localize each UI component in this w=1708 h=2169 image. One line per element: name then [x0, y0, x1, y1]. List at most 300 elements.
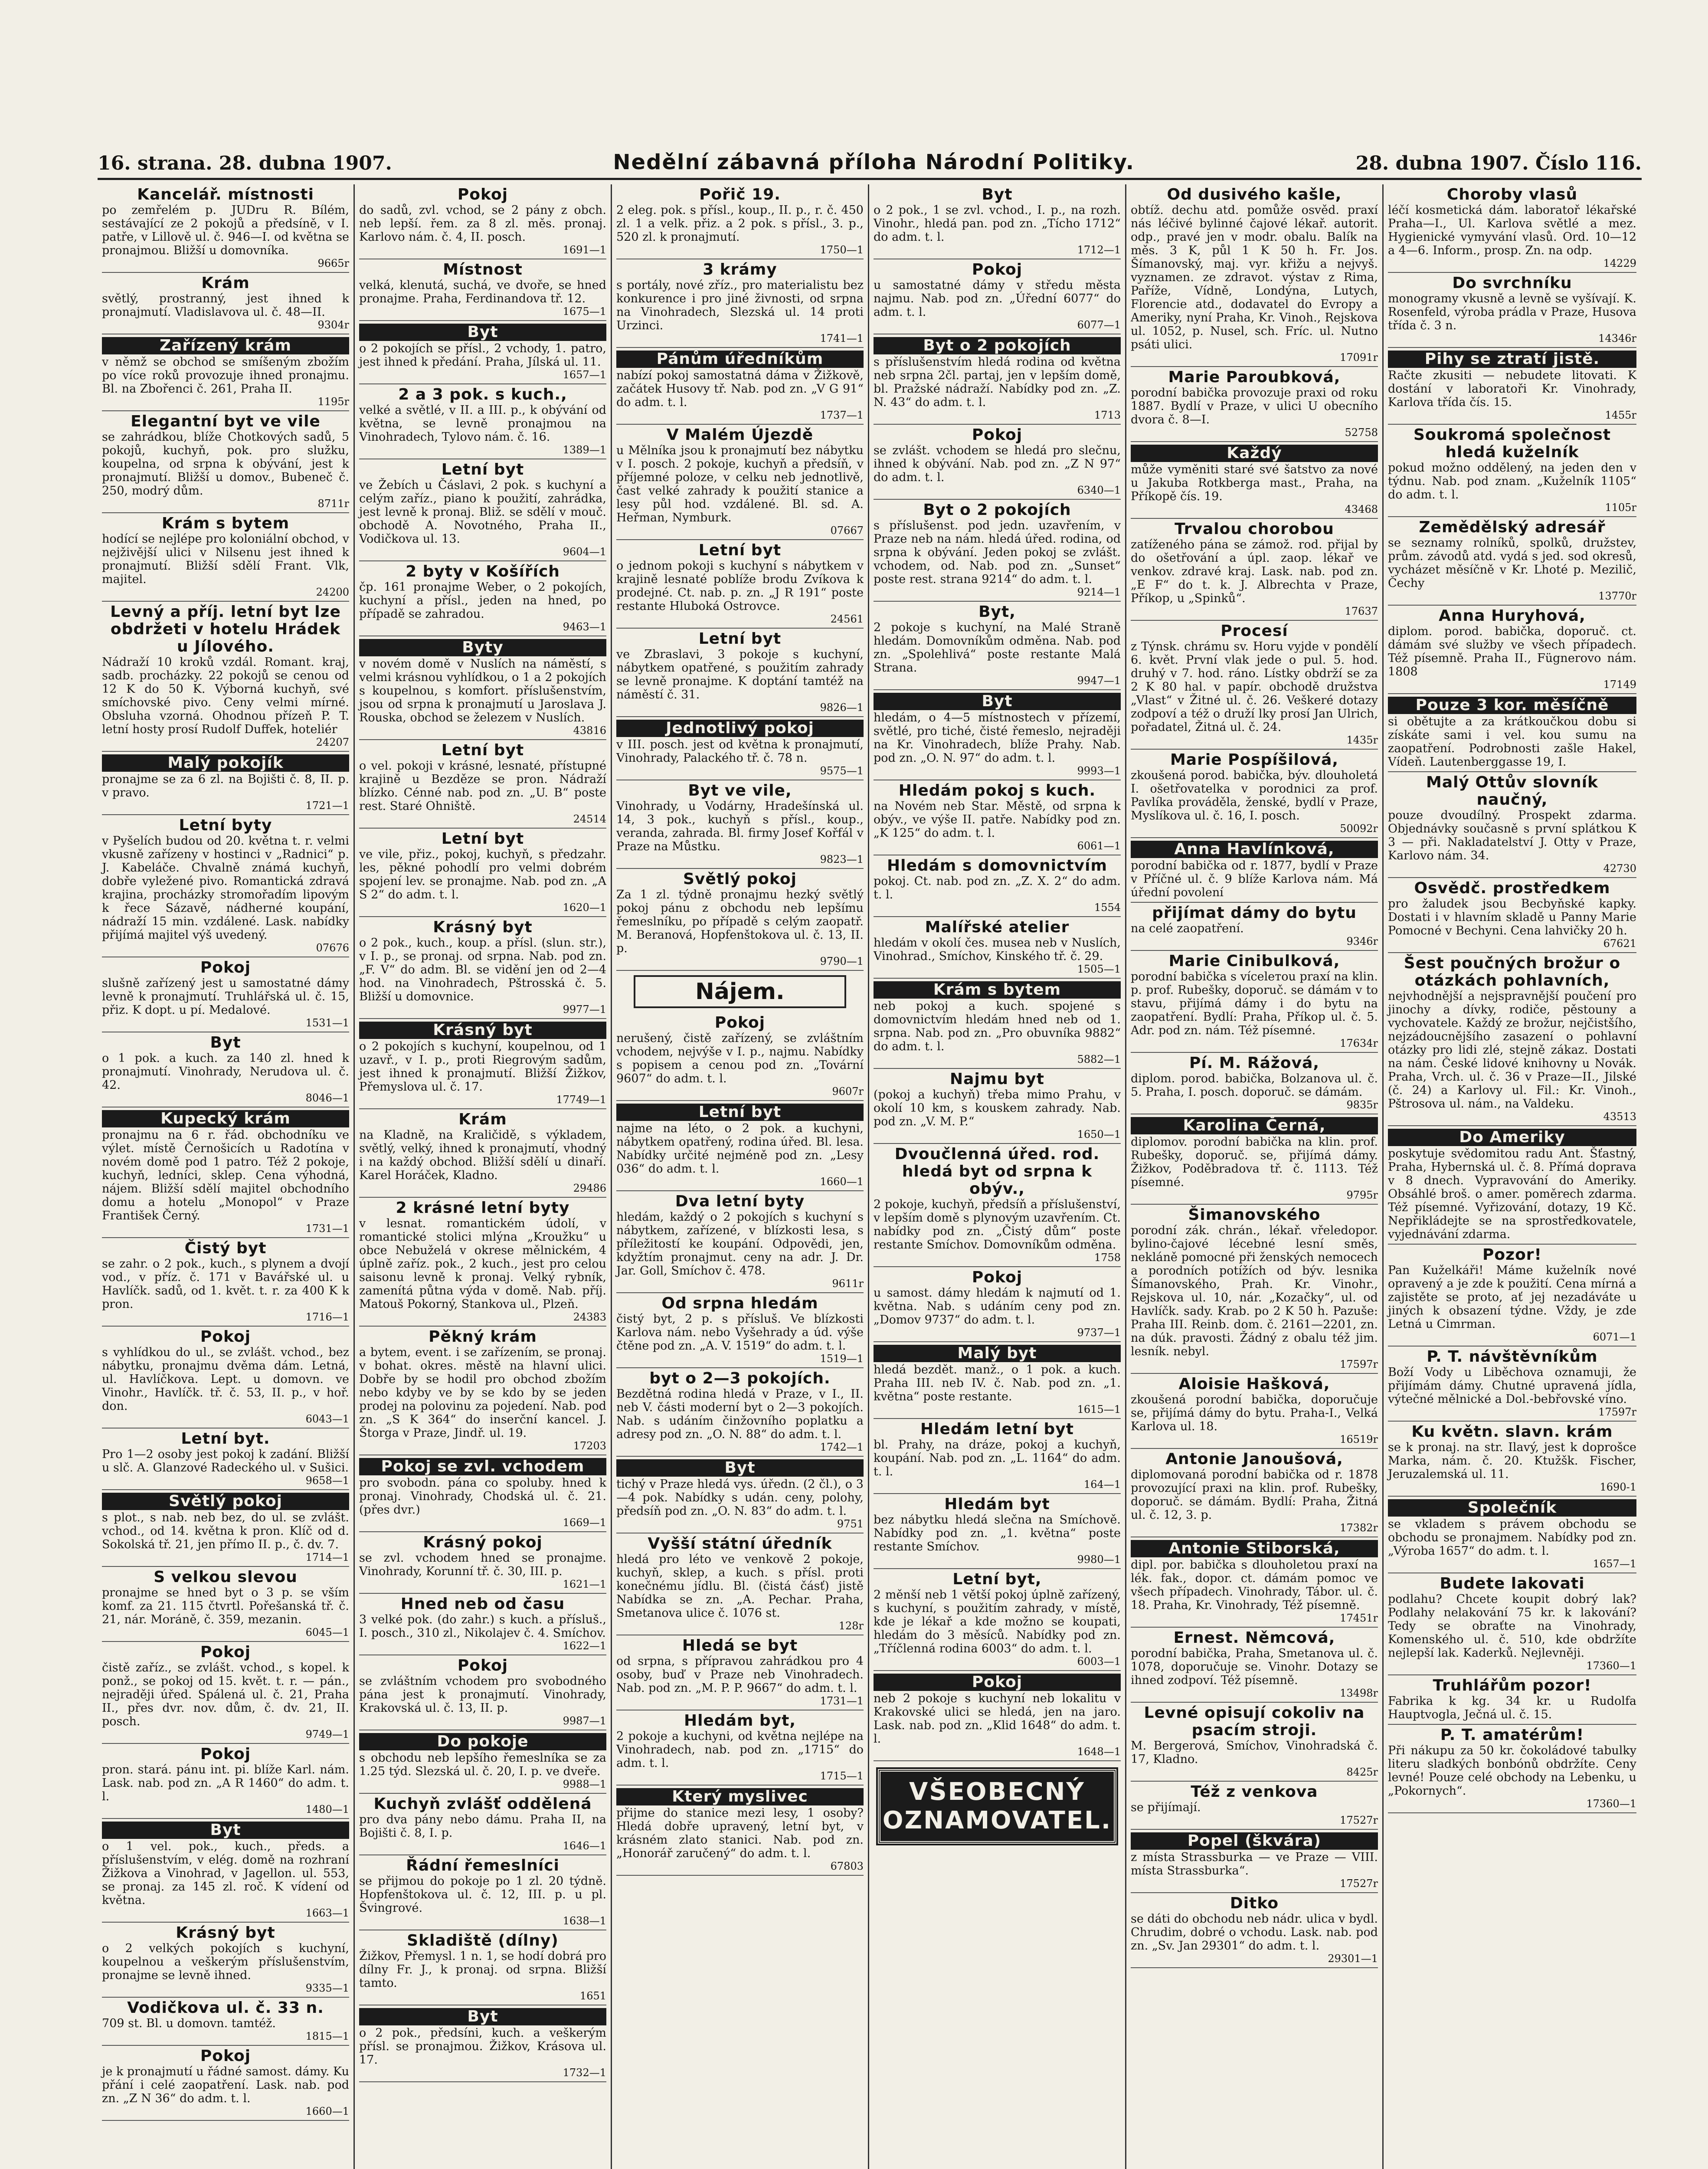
classified-ad — [1131, 750, 1378, 838]
classified-ad — [1131, 519, 1378, 621]
ad-reference-number: 1660—1 — [820, 1176, 864, 1188]
classified-ad — [1131, 1830, 1378, 1893]
classified-ad — [102, 1923, 349, 1998]
ad-reference-number: 9835r — [1346, 1099, 1378, 1111]
ad-title: Elegantní byt ve vile — [131, 413, 321, 430]
classified-ad — [874, 602, 1121, 690]
ad-reference-number: 9751 — [837, 1518, 864, 1530]
ad-reference-number: 17597r — [1598, 1406, 1636, 1418]
ad-title: Pokoj — [874, 1674, 1121, 1691]
ad-text: u Mělníka jsou k pronajmutí bez nábytku v I. posch. 2 pokoje, kuchyň a předsíň, v příjemné poloze, v celku neb jednotlivě, čast velké zahrady k použití stanice a lesy půl hod. vzdálené. Bl. sd. A. Heřman, Nymburk. — [616, 444, 864, 524]
ad-text: se dáti do obchodu neb nádr. ulica v bydl. Chrudim, dobré o vchodu. Lask. nab. pod zn. „Sv. Jan 29301“ do adm. t. l. — [1131, 1912, 1378, 1953]
ad-title: Pokoj — [200, 1328, 251, 1346]
ad-title: Čistý byt — [184, 1239, 267, 1257]
ad-title: Antonie Stiborská, — [1131, 1540, 1378, 1557]
header-right: 28. dubna 1907. Číslo 116. — [1355, 152, 1642, 174]
ad-reference-number: 1714—1 — [305, 1551, 349, 1563]
ad-reference-number: 9795r — [1346, 1189, 1378, 1201]
ad-title: Dva letní byty — [675, 1193, 805, 1210]
ad-text: se přijímají. — [1131, 1801, 1201, 1814]
ad-text: s vyhlídkou do ul., se zvlášt. vchod., bez nábytku, pronajmu dvěma dám. Letná, ul. Havlíčkova. Lept. u domovn. ve Vinohr., Havlíčk. tř. č. 53, II. p., v hoř. don. — [102, 1346, 349, 1413]
ad-title: Pokoj — [972, 261, 1023, 278]
ad-title: Marie Paroubková, — [1168, 368, 1341, 386]
ad-title: Kancelář. místnosti — [137, 186, 314, 203]
ad-title: Malý pokojík — [102, 754, 349, 772]
ad-text: Pro 1—2 osoby jest pokoj k zadání. Bližší u slč. A. Glanzové Radeckého ul. v Sušici. — [102, 1448, 349, 1474]
ad-text: přijme do stanice mezi lesy, 1 osoby? Hledá dobře upravený, letní byt, v krásném zlato stanici. Nab. pod zn. „Honorář zaručený“ do adm. t. l. — [616, 1806, 864, 1860]
ad-reference-number: 9575—1 — [820, 765, 864, 777]
ad-reference-number: 1651 — [579, 1990, 606, 2002]
ad-title: Pí. M. Rážová, — [1189, 1054, 1320, 1072]
ad-text: zatíženého pána se zámož. rod. přijal by do ošetřování a úpl. zaop. lékař ve venkov. zdravé kraj. Lask. nab. pod zn. „E F“ do t. k. J. Albrechta v Praze, Příkop, u „Spinků“. — [1131, 538, 1378, 605]
classified-ad — [616, 1635, 864, 1710]
ad-text: Vinohrady, u Vodárny, Hradešínská ul. 14, 3 pok., kuchyň s přísl., koup., veranda, zahrada. Bl. firmy Josef Kořfál v Praze na Můstku. — [616, 799, 864, 853]
ad-title: Anna Havlínková, — [1131, 841, 1378, 858]
ad-title: Letní byt — [616, 1104, 864, 1121]
ad-text: diplomov. porodní babička na klin. prof. Rubešky, doporuč. se, přijímá dámy. Žižkov, Poděbradova tř. č. 1113. Též písemné. — [1131, 1135, 1378, 1189]
ad-title: Kupecký krám — [102, 1110, 349, 1127]
classified-ad — [1388, 1573, 1636, 1675]
ad-title: Pokoj se zvl. vchodem — [359, 1458, 606, 1475]
ad-text: s příslušenst. pod jedn. uzavřením, v Praze neb na nám. hledá úřed. rodina, od srpna k obývání. Jeden pokoj se zvlášt. vchodem, od. Nab. pod zn. „Sunset“ poste rest. strana 9214“ do adm. t. l. — [874, 519, 1121, 586]
classified-ad — [1131, 1893, 1378, 1968]
ad-title: Budete lakovati — [1440, 1575, 1585, 1592]
ad-reference-number: 1657—1 — [1593, 1558, 1636, 1570]
ad-title: Od srpna hledám — [661, 1294, 818, 1312]
classified-ad — [359, 1532, 606, 1594]
ad-reference-number: 1715—1 — [820, 1770, 864, 1782]
ad-reference-number: 13770r — [1598, 590, 1636, 602]
ad-reference-number: 5882—1 — [1077, 1053, 1121, 1065]
ad-title: Ernest. Němcová, — [1173, 1629, 1335, 1647]
ad-title: Byty — [359, 639, 606, 656]
ad-reference-number: 9611r — [832, 1278, 864, 1290]
classified-ad — [359, 2005, 606, 2082]
ad-text: pokoj. Ct. nab. pod zn. „Z. X. 2“ do adm. t. l. — [874, 875, 1121, 901]
ad-title: Letní byt — [441, 461, 524, 478]
ad-title: Byt o 2 pokojích — [874, 337, 1121, 354]
classified-ad — [616, 1368, 864, 1457]
ad-title: Byt ve vile, — [688, 782, 792, 799]
classified-ad — [1388, 348, 1636, 425]
classified-ad — [102, 1998, 349, 2046]
ad-title: Hledám s domovnictvím — [887, 857, 1107, 875]
ad-title: 2 byty v Košířích — [406, 563, 560, 580]
ad-text: porodní babička od r. 1877, bydlí v Praze v Příčné ul. č. 9 blíže Karlova nám. Má úřední povolení — [1131, 859, 1378, 899]
ad-reference-number: 9665r — [317, 257, 349, 269]
ad-text: Pan Kuželkáři! Máme kuželník nové opravený a je zde k použití. Cena mírná a zajistěte se proto, ať jej nezadáváte u jiných k obsazení týdne. Vždy, je zde Letná u Cimrman. — [1388, 1264, 1636, 1331]
ad-text: 3 velké pok. (do zahr.) s kuch. a přísluš., I. posch., 310 zl., Nikolajev č. 4. Smíchov. — [359, 1613, 606, 1640]
ad-reference-number: 24200 — [316, 586, 349, 598]
ad-reference-number: 9987—1 — [563, 1715, 606, 1727]
ad-text: monogramy vkusně a levně se vyšívají. K. Rosenfeld, výroba prádla v Praze, Husova třída č. 3 n. — [1388, 292, 1636, 332]
ad-title: Krám — [201, 274, 250, 292]
classified-ad — [359, 1109, 606, 1198]
classified-ad — [102, 1107, 349, 1238]
classified-ad — [359, 1730, 606, 1794]
classified-ad — [359, 1930, 606, 2005]
ad-text: může vyměniti staré své šatstvo za nové u Jakuba Rotkberga mast., Praha, na Příkopě čís. 19. — [1131, 463, 1378, 503]
ad-reference-number: 1713 — [1094, 409, 1121, 421]
ad-text: se vkladem s právem obchodu se obchodu se pronajmem. Nabídky pod zn. „Výroba 1657“ do adm. t. l. — [1388, 1517, 1636, 1558]
classified-ad — [359, 259, 606, 321]
ad-text: porodní babička s vícelетou praxí na klin. p. prof. Rubešky, doporuč. se dámám v to stavu, přijímá dámy i do bytu na zaopatření. Bydlí: Praha, Příkop ul. č. 5. Adr. pod zn. nám. Též písemné. — [1131, 970, 1378, 1037]
classified-ad — [1131, 621, 1378, 750]
ad-reference-number: 8711r — [317, 498, 349, 510]
ad-text: pronajme se za 6 zl. na Bojišti č. 8, II. p. v pravo. — [102, 773, 349, 799]
ad-text: 2 měnší neb 1 větší pokoj úplně zařízený, s kuchyní, s použitím zahrady, v místě, kde je lékař a kde možno se koupati, hledám do 3 měsíců. Nabídky pod zn. „Tříčlenná rodina 6003“ do adm. t. l. — [874, 1588, 1121, 1655]
ad-text: na Novém neb Star. Městě, od srpna k obýv., ve výše II. patře. Nabídky pod zn. „K 125“ do adm. t. l. — [874, 799, 1121, 840]
ad-title: Ku květn. slavn. krám — [1411, 1423, 1613, 1441]
classified-ad — [102, 2046, 349, 2121]
ad-title: Krásný byt — [433, 918, 533, 936]
ad-title: Byt — [359, 324, 606, 341]
ad-text: slušně zařízený jest u samostatné dámy levně k pronajmutí. Truhlářská ul. č. 15, přiz. K dopt. u pí. Medalové. — [102, 976, 349, 1017]
ad-text: čistý byt, 2 p. s přísluš. Ve blízkosti Karlova nám. nebo Vyšehrady a úd. výše čtěne pod zn. „A. V. 1519“ do adm. t. l. — [616, 1312, 864, 1353]
ad-text: si obětujte a za krátkoučkou dobu si získáte sami i vel. kou sumu na zaopatření. Podrobnosti zašle Hakel, Vídeň. Lautenberggasse 19, I. — [1388, 715, 1636, 769]
ad-text: diplomovaná porodní babička od r. 1878 provozující praxi na klin. prof. Rubešky, doporuč. se dámám. Bydlí: Praha, Žitná ul. č. 12, 3. p. — [1131, 1468, 1378, 1522]
ad-reference-number: 43513 — [1603, 1111, 1636, 1123]
ad-title: byt o 2—3 pokojích. — [649, 1370, 831, 1387]
ad-reference-number: 1620—1 — [563, 901, 606, 914]
ad-reference-number: 9335—1 — [305, 1982, 349, 1994]
classified-ad — [102, 411, 349, 513]
ad-text: o 1 pok. a kuch. za 140 zl. hned k pronajmutí. Vinohrady, Nerudova ul. č. 42. — [102, 1052, 349, 1092]
classified-ad — [102, 1819, 349, 1923]
ad-reference-number: 9947—1 — [1077, 675, 1121, 687]
classified-ad — [874, 1671, 1121, 1761]
classified-ad — [1131, 367, 1378, 442]
classified-ad — [359, 829, 606, 917]
classified-ad — [1131, 1782, 1378, 1830]
ad-text: bl. Prahy, na dráze, pokoj a kuchyň, koupání. Nab. pod zn. „L. 1164“ do adm. t. l. — [874, 1438, 1121, 1478]
ad-title: Krásný byt — [359, 1022, 606, 1039]
classified-ad — [874, 425, 1121, 500]
ad-text: pronajmu na 6 r. řád. obchodníku ve výlet. místě Černošicích u Radotína v novém domě pod 1 patro. Též 2 pokoje, kuchyň, ledníci, sklep. Cena výhodná, nájem. Bližší sdělí majitel obchodního domu a hotelu „Monopol“ v Praze František Černý. — [102, 1128, 349, 1222]
classified-ad — [1388, 1497, 1636, 1573]
classified-ad — [1388, 772, 1636, 878]
ad-reference-number: 1731—1 — [820, 1695, 864, 1707]
ad-title: Marie Cinibulková, — [1168, 952, 1340, 970]
classified-ad — [359, 384, 606, 459]
ad-text: tichý v Praze hledá vys. úředn. (2 čl.), o 3—4 pok. Nabídky s udán. ceny, polohy, předsíň pod zn. „O. N. 83“ do adm. t. l. — [616, 1478, 864, 1518]
ad-reference-number: 17637 — [1345, 605, 1378, 617]
ad-title: Vodičkova ul. č. 33 n. — [127, 1999, 324, 2017]
classified-ad — [1388, 953, 1636, 1126]
ad-reference-number: 1519—1 — [820, 1353, 864, 1365]
ad-reference-number: 1615—1 — [1077, 1403, 1121, 1415]
ad-reference-number: 1721—1 — [305, 799, 349, 812]
ad-text: o 2 pok., 1 se zvl. vchod., I. p., na rozh. Vinohr., hledá pan. pod zn. „Tícho 1712“ do adm. t. l. — [874, 203, 1121, 244]
classified-ad — [874, 1267, 1121, 1342]
classified-ad — [874, 855, 1121, 917]
classified-ad — [616, 425, 864, 540]
ad-reference-number: 42730 — [1603, 862, 1636, 875]
ad-text: pouze dvoudílný. Prospekt zdarma. Objednávky současně s první splátkou K 3 — při. Nakladatelství J. Otty v Praze, Karlovo nám. 34. — [1388, 809, 1636, 862]
ad-title: Letní byt — [698, 630, 782, 648]
ad-reference-number: 1195r — [317, 396, 349, 408]
ad-text: v Pyšelích budou od 20. května t. r. velmi vkusně zařízeny v hostinci v „Radnici“ p. J. Kabeláče. Chvalně známá kuchyň, dobře vyležené pivo. Romantická zdravá krajina, procházky stromořadím lipovým k řece Sázavě, nádherné koupání, nádraží 15 min. vzdálené. Lask. nabídky přijímá majitel výš uvedený. — [102, 834, 349, 942]
banner-line-2: OZNAMOVATEL. — [882, 1806, 1112, 1835]
ad-text: se přijmou do pokoje po 1 zl. 20 týdně. Hopfenštokova ul. č. 12, III. p. u pl. Švingrové. — [359, 1874, 606, 1915]
ad-reference-number: 6045—1 — [305, 1626, 349, 1638]
ad-reference-number: 1435r — [1346, 734, 1378, 746]
ad-title: Byt o 2 pokojích — [923, 501, 1071, 519]
classified-ad — [1131, 838, 1378, 903]
ad-title: Místnost — [443, 261, 523, 278]
ad-title: Pokoj — [457, 186, 508, 203]
ad-columns — [98, 184, 1642, 2169]
ad-text: z místa Strassburka — ve Praze — VIII. místa Strassburka“. — [1131, 1851, 1378, 1877]
ad-text: pron. stará. pánu int. pi. blíže Karl. nám. Lask. nab. pod zn. „A R 1460“ do adm. t. l. — [102, 1763, 349, 1803]
ad-reference-number: 1691—1 — [563, 244, 606, 256]
ad-title: Pánům úředníkům — [616, 351, 864, 368]
ad-reference-number: 164—1 — [1083, 1478, 1121, 1491]
classified-ad — [1388, 1126, 1636, 1245]
classified-ad — [359, 740, 606, 829]
ad-reference-number: 52758 — [1345, 426, 1378, 439]
ad-title: Krám s bytem — [874, 981, 1121, 999]
ad-reference-number: 1758 — [1094, 1252, 1121, 1264]
ad-title: Zemědělský adresář — [1419, 518, 1606, 536]
ad-reference-number: 1648—1 — [1077, 1746, 1121, 1758]
ad-reference-number: 9304r — [317, 319, 349, 331]
ad-text: hledám, o 4—5 místnostech v přízemí, světlé, pro tiché, čisté řemeslo, nejraději na Kr. Vinohradech, blíže Prahy. Nab. pod zn. „O. N. 97“ do adm. t. l. — [874, 711, 1121, 765]
ad-title: Karolina Černá, — [1131, 1117, 1378, 1134]
ad-text: ve Žebích u Čáslavi, 2 pok. s kuchyní a celým zaříz., piano k použití, zahrádka, jest levně k pronaj. Bliž. se sdělí v mouč. obchodě A. Novotného, Praha II., Vodičkova ul. 13. — [359, 478, 606, 546]
vseobecny-oznamovatel-banner — [878, 1769, 1116, 1844]
ad-text: čistě zaříz., se zvlášt. vchod., s kopel. k ponž., se pokoj od 15. květ. t. r. — pán., nejraději úřed. Spálená ul. č. 21, Praha II., přes dvr. nov. dům, č. dv. 21, II. posch. — [102, 1661, 349, 1728]
classified-ad — [874, 1569, 1121, 1671]
ad-text: o 1 vel. pok., kuch., předs. a příslušenstvím, v elég. domě na rozhraní Žižkova a Vinohrad, v Jagellon. ul. 553, se pronaj. za 145 zl. roč. K vídení od května. — [102, 1840, 349, 1907]
ad-title: Pokoj — [200, 2047, 251, 2065]
ad-reference-number: 67621 — [1603, 937, 1636, 950]
ad-title: Pokoj — [714, 1014, 766, 1032]
ad-title: Též z venkova — [1191, 1783, 1318, 1801]
ad-reference-number: 17360—1 — [1586, 1660, 1636, 1672]
ad-title: Hned neb od času — [400, 1595, 565, 1613]
classified-ad — [1388, 606, 1636, 694]
ad-title: Truhlářům pozor! — [1433, 1677, 1592, 1694]
ad-title: Pokoj — [457, 1657, 508, 1674]
header-left: 16. strana. 28. dubna 1907. — [98, 152, 392, 174]
ad-text: se zahr. o 2 pok., kuch., s plynem a dvojí vod., v příz. č. 171 v Bavářské ul. u Havlíčk. sadů, od 1. květ. t. r. za 400 K k pron. — [102, 1257, 349, 1311]
classified-ad — [102, 1642, 349, 1744]
classified-ad — [359, 184, 606, 259]
ad-text: pokud možno oddělený, na jeden den v týdnu. Nab. pod znam. „Kuželník 1105“ do adm. t. l. — [1388, 461, 1636, 501]
classified-ad — [874, 917, 1121, 979]
ad-title: Pokoj — [200, 1643, 251, 1661]
ad-reference-number: 17749—1 — [556, 1094, 606, 1106]
ad-reference-number: 1737—1 — [820, 409, 864, 421]
ad-text: o 2 pokojích s kuchyní, koupelnou, od 1 uzavř., v I. p., proti Riegrovým sadům, jest ihned k pronajmutí. Bližší Žižkov, Přemyslova ul. č. 17. — [359, 1040, 606, 1094]
ad-title: Letní byt, — [952, 1570, 1042, 1588]
ad-title: Levné opisují cokoliv na psacím stroji. — [1144, 1704, 1365, 1739]
ad-title: Pěkný krám — [429, 1328, 537, 1346]
ad-reference-number: 1663—1 — [305, 1907, 349, 1919]
classified-ad — [102, 815, 349, 957]
ad-text: na Kladně, na Kraličidě, s výkladem, světlý, velký, ihned k pronajmutí, vhodný i na každý obchod. Bližší sdělí u dinaří. Karel Horáček, Kladno. — [359, 1128, 606, 1182]
classified-ad — [102, 1429, 349, 1490]
ad-text: u samost. dámy hledám k najmutí od 1. května. Nab. s udáním ceny pod zn. „Domov 9737“ do adm. t. l. — [874, 1286, 1121, 1327]
ad-reference-number: 9980—1 — [1077, 1553, 1121, 1566]
classified-ad — [1388, 1725, 1636, 1813]
ad-title: Levný a příj. letní byt lze obdržeti v hotelu Hrádek u Jílového. — [110, 603, 341, 655]
classified-ad — [102, 957, 349, 1032]
classified-ad — [359, 1655, 606, 1730]
ad-text: velká, klenutá, suchá, ve dvoře, se hned pronajme. Praha, Ferdinandova tř. 12. — [359, 278, 606, 305]
classified-ad — [1388, 1245, 1636, 1347]
ad-title: Pozor! — [1482, 1246, 1542, 1264]
ad-reference-number: 1554 — [1094, 901, 1121, 914]
ad-text: porodní babička, Praha, Smetanova ul. č. 1078, doporučuje se. Vinohr. Dotazy se ihned zodpoví. Též písemně. — [1131, 1647, 1378, 1687]
ad-reference-number: 6061—1 — [1077, 840, 1121, 852]
classified-ad — [1388, 1675, 1636, 1725]
ad-reference-number: 9790—1 — [820, 955, 864, 967]
classified-ad — [616, 1457, 864, 1533]
ad-title: Řádní řemeslníci — [406, 1857, 560, 1874]
ad-title: Hledám byt, — [684, 1712, 796, 1730]
ad-text: Fabrika k kg. 34 kr. u Rudolfa Hauptvogla, Ječná ul. č. 15. — [1388, 1694, 1636, 1721]
ad-reference-number: 1621—1 — [563, 1578, 606, 1590]
ad-reference-number: 1650—1 — [1077, 1128, 1121, 1140]
classified-ad — [1131, 184, 1378, 367]
ad-text: Žižkov, Přemysl. 1 n. 1, se hodí dobrá pro dílny Fr. J., k pronaj. od srpna. Bližší tamto. — [359, 1949, 606, 1990]
classified-ad — [616, 1101, 864, 1191]
ad-title: Malý Ottův slovník naučný, — [1426, 773, 1598, 809]
classified-ad — [616, 869, 864, 971]
ad-title: 3 krámy — [703, 261, 777, 278]
classified-ad — [102, 1327, 349, 1429]
ad-reference-number: 17382r — [1340, 1522, 1378, 1534]
ad-reference-number: 17149 — [1603, 678, 1636, 691]
ad-text: hledá bezdět. manž., o 1 pok. a kuch. Praha III. neb IV. č. Nab. pod zn. „1. května“ poste restante. — [874, 1363, 1121, 1403]
ad-title: Pořič 19. — [699, 186, 781, 203]
ad-text: Nádraží 10 kroků vzdál. Romant. kraj, sadb. procházky. 22 pokojů se cenou od 12 K do 50 K. Výborná kuchyň, své smíchovské pivo. Ceny velmi mírné. Obsluha vzorná. Ohodnou přízeň P. T. letní hosty prosí Rudolf Duffek, hoteliér — [102, 655, 349, 736]
ad-title: P. T. amatérům! — [1440, 1726, 1584, 1744]
ad-reference-number: 9604—1 — [563, 546, 606, 558]
ad-text: pro svobodn. pána co spoluby. hned k pronaj. Vinohrady, Chodská ul. č. 21. (přes dvr.) — [359, 1476, 606, 1517]
ad-text: a bytem, event. i se zařízením, se pronaj. v bohat. okres. městě na hlavní ulici. Dobře by se hodil pro obchod zbožím nebo kdyby ve by se kdo by se jeden prodej na polovinu za pojedení. Nab. pod zn. „S K 364“ do inserční kancel. J. Štorga v Praze, Jindř. ul. 19. — [359, 1346, 606, 1440]
ad-reference-number: 1690-1 — [1600, 1481, 1636, 1493]
ad-text: zkoušená porod. babička, býv. dlouholetá I. ošetřovatelkа v porodnici za prof. Pavlíka prováděla, ženské, bydlí v Praze, Myslíkova ul. č. 16, I. posch. — [1131, 769, 1378, 822]
ad-text: léčí kosmetická dám. laboratoř lékařské Praha—I., Ul. Karlova světlé a mez. Hygienické vymyvání vlasů. Ord. 10—12 a 4—6. Inform., prosp. Zn. na odp. — [1388, 203, 1636, 257]
ad-reference-number: 6003—1 — [1077, 1655, 1121, 1668]
ad-text: pro žaludek jsou Becbyňské kapky. Dostati i v hlavním skladě u Panny Marie Pomocné v Bechyni. Cena lahvičky 20 h. — [1388, 897, 1636, 937]
ad-text: světlý, prostranný, jest ihned k pronajmutí. Vladislavova ul. č. 48—II. — [102, 292, 349, 319]
ad-reference-number: 6077—1 — [1077, 319, 1121, 331]
classified-ad — [1388, 878, 1636, 953]
classified-ad — [102, 334, 349, 411]
classified-ad — [1131, 1114, 1378, 1205]
ad-text: hodící se nejlépe pro koloniální obchod, v nejživější ulici v Nilsenu jest ihned k pronajmutí. Bližší sdělí Frant. Vlk, majitel. — [102, 532, 349, 586]
ad-reference-number: 1675—1 — [563, 305, 606, 318]
ad-reference-number: 9826—1 — [820, 701, 864, 714]
ad-text: hledám v okolí čes. musea neb v Nuslích, Vinohrad., Smíchov, Kinského tř. č. 29. — [874, 936, 1121, 963]
ad-text: od srpna, s přípravou zahrádkou pro 4 osoby, buď v Praze neb Vinohradech. Nab. pod zn. „M. P. P. 9667“ do adm. t. l. — [616, 1655, 864, 1695]
classified-ad — [1131, 442, 1378, 519]
ad-reference-number: 29301—1 — [1328, 1953, 1378, 1965]
ad-reference-number: 1660—1 — [305, 2105, 349, 2117]
classified-ad — [102, 273, 349, 334]
ad-text: do sadů, zvl. vchod, se 2 pány z obch. neb lepší. řem. za 8 zl. měs. pronaj. Karlovo nám. č. 4, II. posch. — [359, 203, 606, 244]
classified-ad — [359, 1855, 606, 1930]
ad-reference-number: 1742—1 — [820, 1441, 864, 1453]
classified-ad — [616, 348, 864, 425]
ad-title: Hledám letní byt — [920, 1420, 1074, 1438]
ad-reference-number: 6043—1 — [305, 1413, 349, 1425]
ad-title: Dvoučlenná úřed. rod. hledá byt od srpna k obýv., — [894, 1145, 1100, 1198]
ad-reference-number: 9988—1 — [563, 1778, 606, 1790]
ad-text: zkoušená porodní babička, doporučuje se, přijímá dámy do bytu. Praha-I., Velká Karlova ul. 18. — [1131, 1393, 1378, 1433]
ad-reference-number: 1815—1 — [305, 2030, 349, 2042]
ad-reference-number: 1716—1 — [305, 1311, 349, 1323]
classified-ad — [874, 184, 1121, 259]
ad-title: Hledá se byt — [682, 1637, 798, 1655]
ad-title: Pokoj — [972, 1268, 1023, 1286]
ad-reference-number: 24383 — [573, 1311, 606, 1323]
ad-text: neb 2 pokoje s kuchyní neb lokalitu v Krakovské ulici se hledá, jen na jaro. Lask. nab. pod zn. „Klid 1648“ do adm. t. l. — [874, 1692, 1121, 1746]
ad-text: poskytuje svědomitou radu Ant. Šťastný, Praha, Hybernská ul. č. 8. Přímá doprava v 8 dnech. Vypravování do Ameriky. Obsáhlé broš. o amer. poměrech zdarma. Též písemné. Vyřizování, dotazy, 19 Kč. Nepřikládejte se na sprostředkovatele, vyjednávání zdarma. — [1388, 1147, 1636, 1241]
ad-text: v lesnat. romantickém údolí, v romantické stolici mlýna „Kroužku“ u obce Nebuželá v okrese mělnickém, 4 úplně zaříz. pok., 2 kuch., jest pro celou saisonu levně k pronaj. Velký rybník, zamenítá půtna výda v domě. Nab. příj. Matouš Pokorný, Stankova ul., Plzeň. — [359, 1217, 606, 1311]
ad-text: s plot., s nab. neb bez, do ul. se zvlášt. vchod., od 14. května k pron. Klíč od d. Sokolská tř. 21, jen přímo II. p., č. dv. 7. — [102, 1511, 349, 1551]
ad-text: se zvláštním vchodem pro svobodného pána jest k pronajmutí. Vinohrady, Krakovská ul. č. 13, II. p. — [359, 1674, 606, 1715]
classified-ad — [874, 1342, 1121, 1419]
ad-title: Byt — [616, 1459, 864, 1477]
column-1 — [98, 184, 355, 2169]
ad-text: nabízí pokoj samostatná dáma v Žižkově, začátek Husovy tř. Nab. pod zn. „V G 91“ do adm. t. l. — [616, 369, 864, 409]
classified-ad — [1388, 694, 1636, 772]
ad-reference-number: 1389—1 — [563, 444, 606, 456]
classified-ad — [102, 1490, 349, 1567]
ad-reference-number: 9214—1 — [1077, 586, 1121, 598]
ad-text: se k pronaj. na str. Ilavý, jest k doprošce Marka, nám. č. 20. Ktužšk. Fischer, Jeruzalemská ul. 11. — [1388, 1441, 1636, 1481]
classified-ad — [616, 1710, 864, 1786]
classified-ad — [874, 979, 1121, 1069]
classified-ad — [874, 259, 1121, 334]
ad-title: Trvalou chorobou — [1175, 520, 1334, 538]
ad-title: Pokoj — [200, 959, 251, 976]
classified-ad — [616, 259, 864, 348]
ad-text: v němž se obchod se smíšeným zbožím po více roků provozuje ihned pronajmu. Bl. na Zbořenci č. 261, Praha II. — [102, 355, 349, 396]
ad-reference-number: 8425r — [1346, 1766, 1378, 1778]
classified-ad — [359, 636, 606, 740]
banner-line-1: VŠEOBECNÝ — [909, 1778, 1085, 1806]
ad-reference-number: 43816 — [573, 724, 606, 737]
header-title: Nedělní zábavná příloha Národní Politiky. — [613, 150, 1135, 174]
ad-title: P. T. návštěvníkům — [1427, 1348, 1598, 1366]
ad-text: z Týnsk. chrámu sv. Horu vyjde v pondělí 6. květ. První vlak jede o pul. 5. hod. druhý v 7. hod. ráno. Lístky obdrží se za 2 K 80 hal. v papír. obchodě družstva „Vlast“ v Žitné ul. č. 26. Veškeré dotazy zodpoví a též o druží lky prosí Jan Ulrich, pořadatel, Žitná ul. č. 24. — [1131, 640, 1378, 734]
ad-title: Zařízený krám — [102, 337, 349, 354]
ad-title: Šest poučných brožur o otázkách pohlavních, — [1404, 954, 1621, 989]
ad-title: Letní byty — [179, 816, 272, 834]
classified-ad — [874, 500, 1121, 602]
ad-text: dipl. por. babička s dlouholetou praxí na lék. fak., dopor. ct. dámám pomoc ve všech případech. Vinohrady, Tábor. ul. č. 18. Praha, Kr. Vinohrady, Též písemně. — [1131, 1558, 1378, 1612]
classified-ad — [874, 690, 1121, 780]
ad-title: Procesí — [1220, 622, 1288, 640]
classified-ad — [359, 1794, 606, 1855]
ad-text: s portály, nové zříz., pro materialistu bez konkurence i pro jiné živnosti, od srpna na Vinohradech, Slezská ul. 14 proti Urzinci. — [616, 278, 864, 332]
ad-title: Hledám pokoj s kuch. — [898, 782, 1096, 799]
ad-reference-number: 9658—1 — [305, 1474, 349, 1487]
ad-reference-number: 1480—1 — [305, 1803, 349, 1815]
ad-reference-number: 17527r — [1340, 1877, 1378, 1890]
ad-text: pronajme se hned byt o 3 p. se vším komf. za 21. 115 čtvrtl. Pořešanská tř. č. 21, nár. Moráně, č. 359, mezanin. — [102, 1586, 349, 1626]
classified-ad — [1388, 1347, 1636, 1422]
classified-ad — [359, 1198, 606, 1327]
ad-title: Krám — [458, 1111, 507, 1128]
ad-text: je k pronajmutí u řádné samost. dámy. Ku přání i celé zaopatření. Lask. nab. pod zn. „Z N 36“ do adm. t. l. — [102, 2065, 349, 2105]
